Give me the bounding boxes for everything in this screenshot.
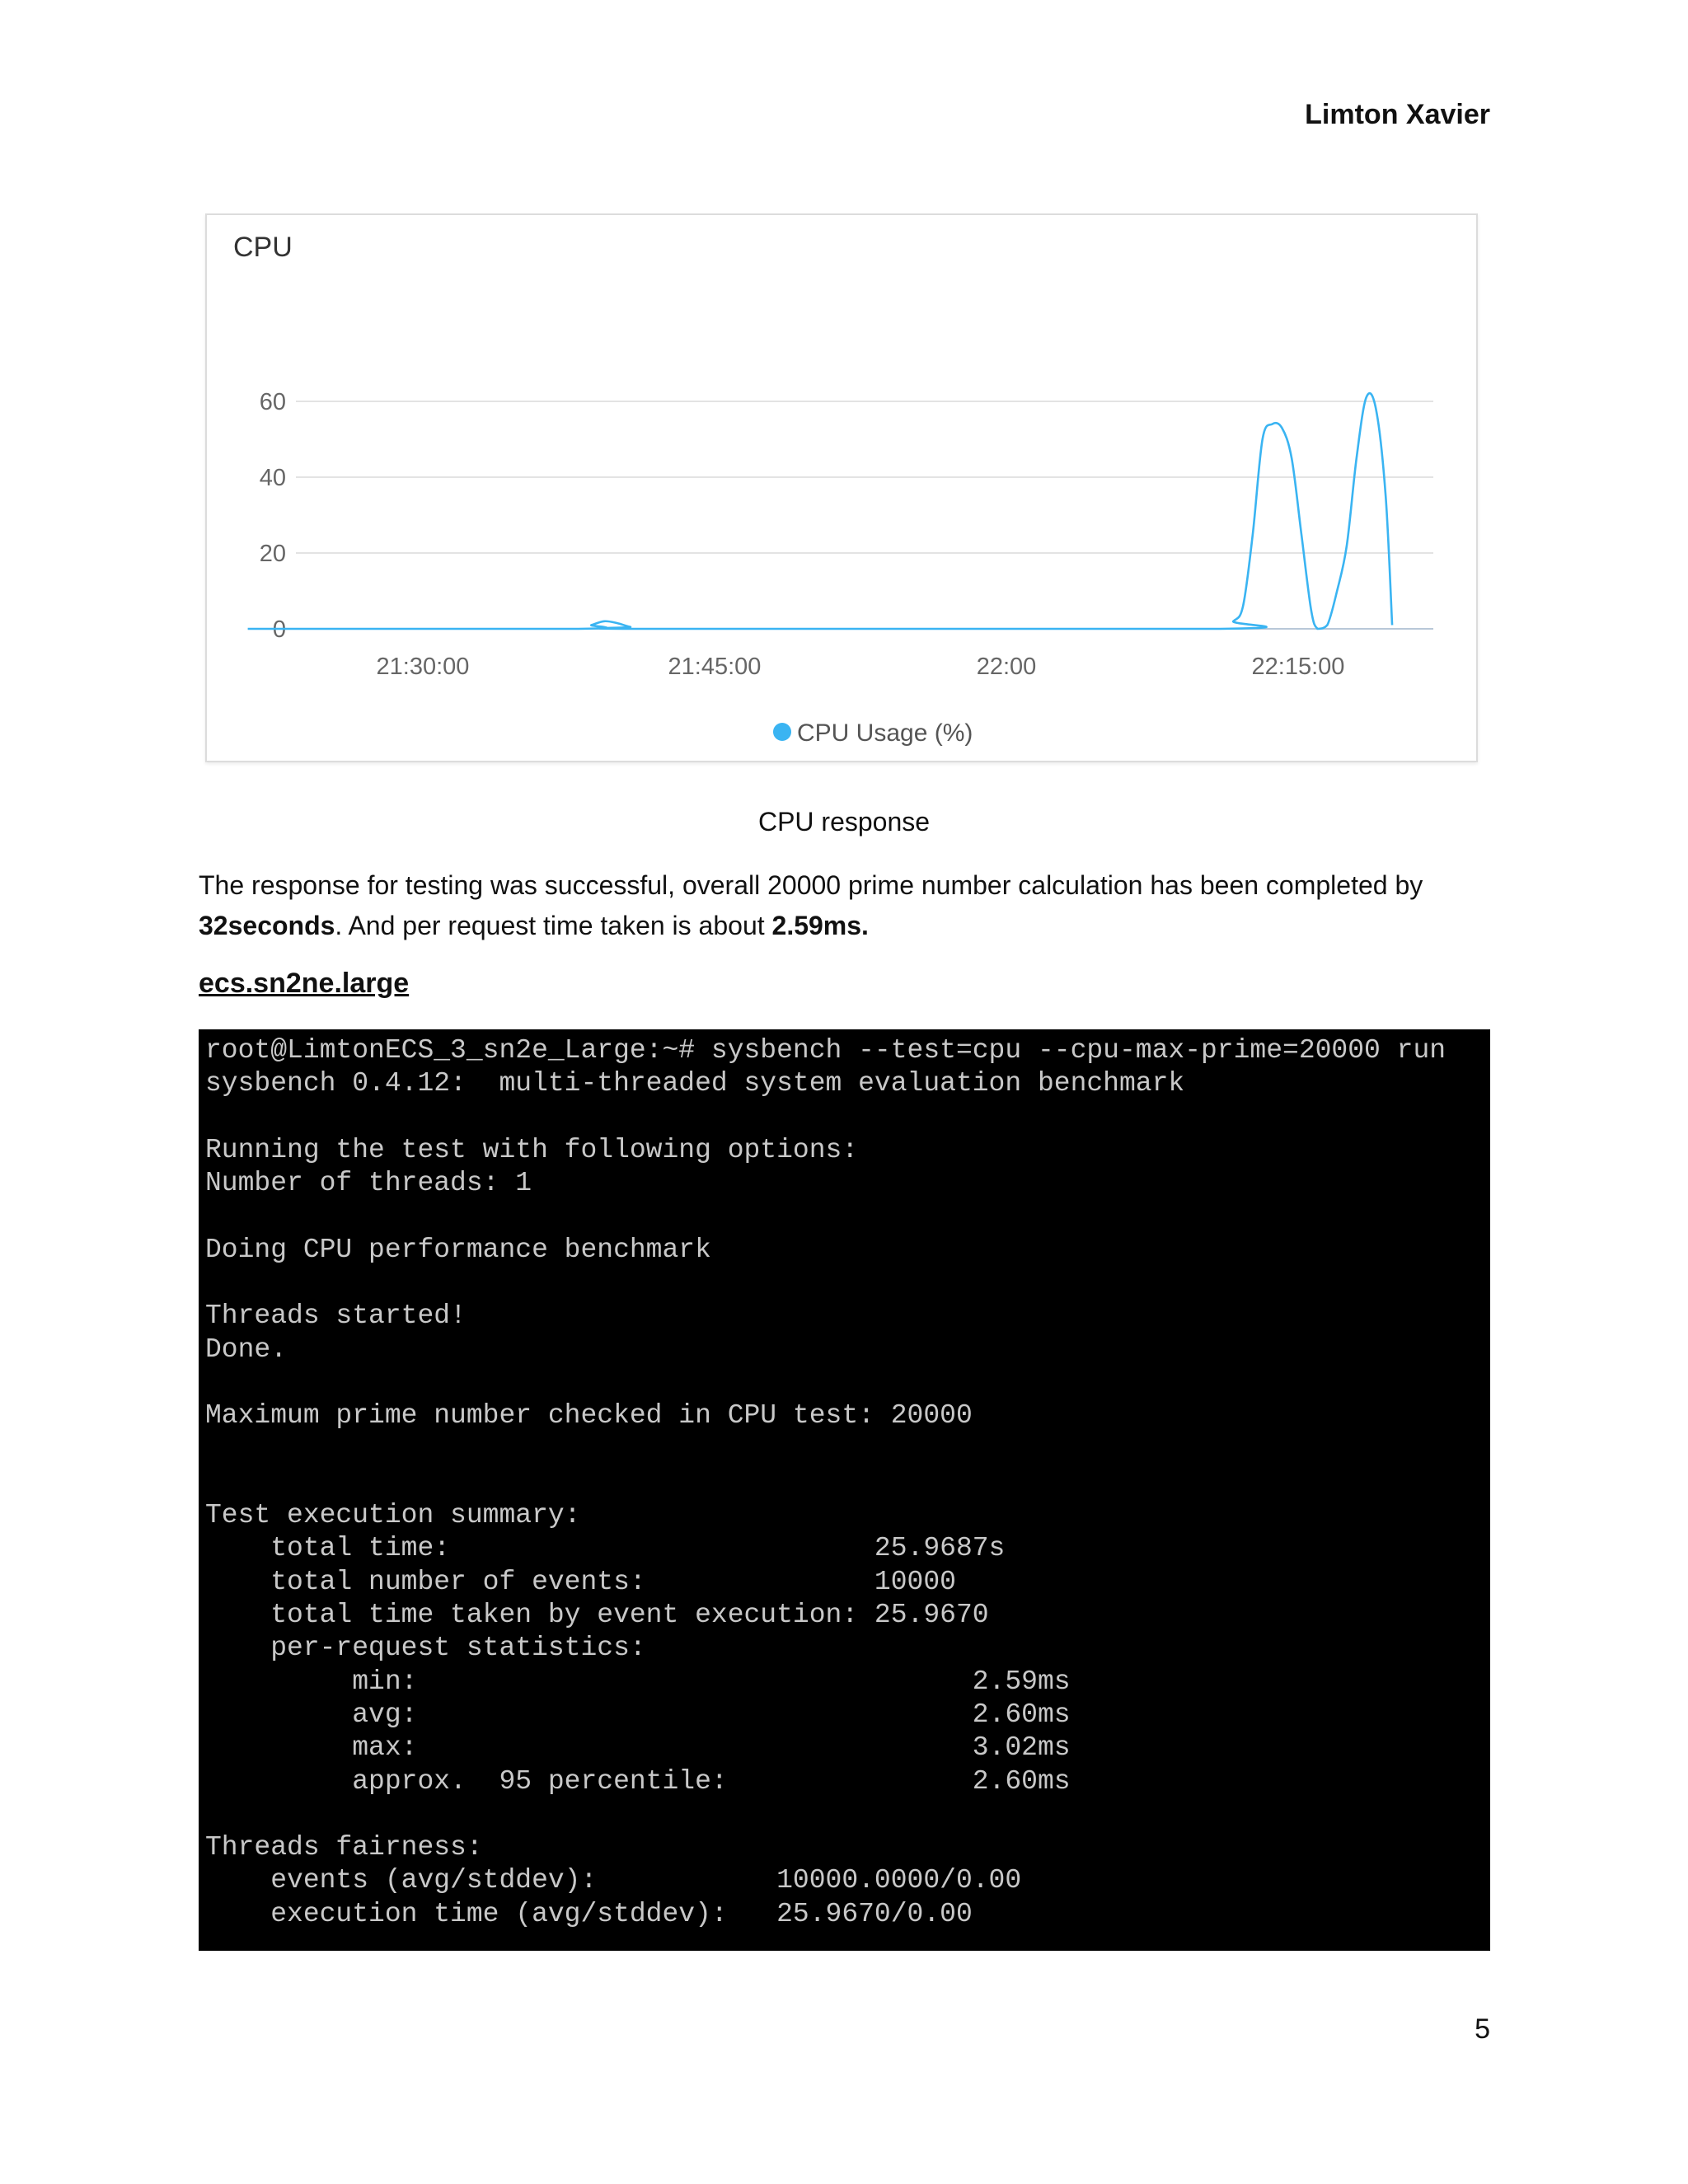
terminal-line: root@LimtonECS_3_sn2e_Large:~# sysbench --test=cpu --cpu-max-prime=20000 run (205, 1035, 1447, 1066)
paragraph-bold-duration: 32seconds (199, 911, 335, 940)
chart-title: CPU (233, 232, 293, 263)
terminal-screenshot (199, 1029, 1490, 1951)
terminal-line: execution time (avg/stddev): 25.9670/0.00 (205, 1898, 973, 1929)
terminal-line: Test execution summary: (205, 1500, 581, 1531)
terminal-line: Running the test with following options: (205, 1134, 859, 1165)
y-tick-label: 60 (259, 389, 286, 415)
terminal-line: total number of events: 10000 (205, 1566, 956, 1597)
chart-y-ticks (260, 389, 286, 643)
terminal-line: Threads fairness: (205, 1832, 483, 1863)
terminal-line: min: 2.59ms (205, 1666, 1071, 1697)
terminal-line (205, 1433, 1490, 1466)
cpu-usage-series-line (248, 393, 1392, 629)
legend-label: CPU Usage (%) (797, 719, 973, 747)
terminal-line (205, 1466, 1490, 1499)
terminal-line: total time: 25.9687s (205, 1533, 1006, 1564)
paragraph-text-1: The response for testing was successful, overall 20000 prime number calculation has been completed by (199, 870, 1423, 900)
x-tick-label: 22:00 (976, 654, 1037, 680)
cpu-chart-card (205, 213, 1478, 762)
figure-caption: CPU response (757, 807, 931, 837)
x-tick-label: 21:30:00 (376, 654, 470, 680)
chart-legend[interactable] (773, 719, 973, 747)
terminal-line (205, 1101, 1490, 1134)
terminal-line: events (avg/stddev): 10000.0000/0.00 (205, 1865, 1022, 1896)
terminal-line: max: 3.02ms (205, 1732, 1071, 1764)
terminal-line: per-request statistics: (205, 1633, 646, 1664)
y-tick-label: 40 (259, 465, 286, 491)
terminal-line (205, 1267, 1490, 1300)
cpu-line-chart (207, 215, 1476, 761)
terminal-line: Number of threads: 1 (205, 1168, 532, 1199)
terminal-line: total time taken by event execution: 25.9670 (205, 1600, 989, 1631)
results-paragraph (199, 865, 1493, 946)
page-number: 5 (1475, 2013, 1490, 2045)
page-header-author: Limton Xavier (1305, 99, 1490, 130)
terminal-line (205, 1798, 1490, 1831)
y-tick-label: 0 (272, 616, 286, 643)
paragraph-text-2: . And per request time taken is about (335, 911, 772, 940)
terminal-line (205, 1200, 1490, 1233)
terminal-line: Maximum prime number checked in CPU test: 20000 (205, 1400, 973, 1432)
legend-marker-icon (773, 723, 791, 741)
terminal-line: Threads started! (205, 1301, 467, 1332)
terminal-line: avg: 2.60ms (205, 1699, 1071, 1730)
y-tick-label: 20 (259, 541, 286, 567)
chart-x-ticks (377, 654, 1345, 680)
terminal-line: Doing CPU performance benchmark (205, 1234, 711, 1265)
section-heading: ecs.sn2ne.large (199, 968, 410, 999)
terminal-line (205, 1366, 1490, 1399)
x-tick-label: 21:45:00 (668, 654, 762, 680)
terminal-line: approx. 95 percentile: 2.60ms (205, 1765, 1071, 1797)
terminal-line: Done. (205, 1333, 288, 1365)
x-tick-label: 22:15:00 (1251, 654, 1345, 680)
paragraph-bold-latency: 2.59ms. (771, 911, 869, 940)
terminal-line: sysbench 0.4.12: multi-threaded system evaluation benchmark (205, 1068, 1185, 1099)
